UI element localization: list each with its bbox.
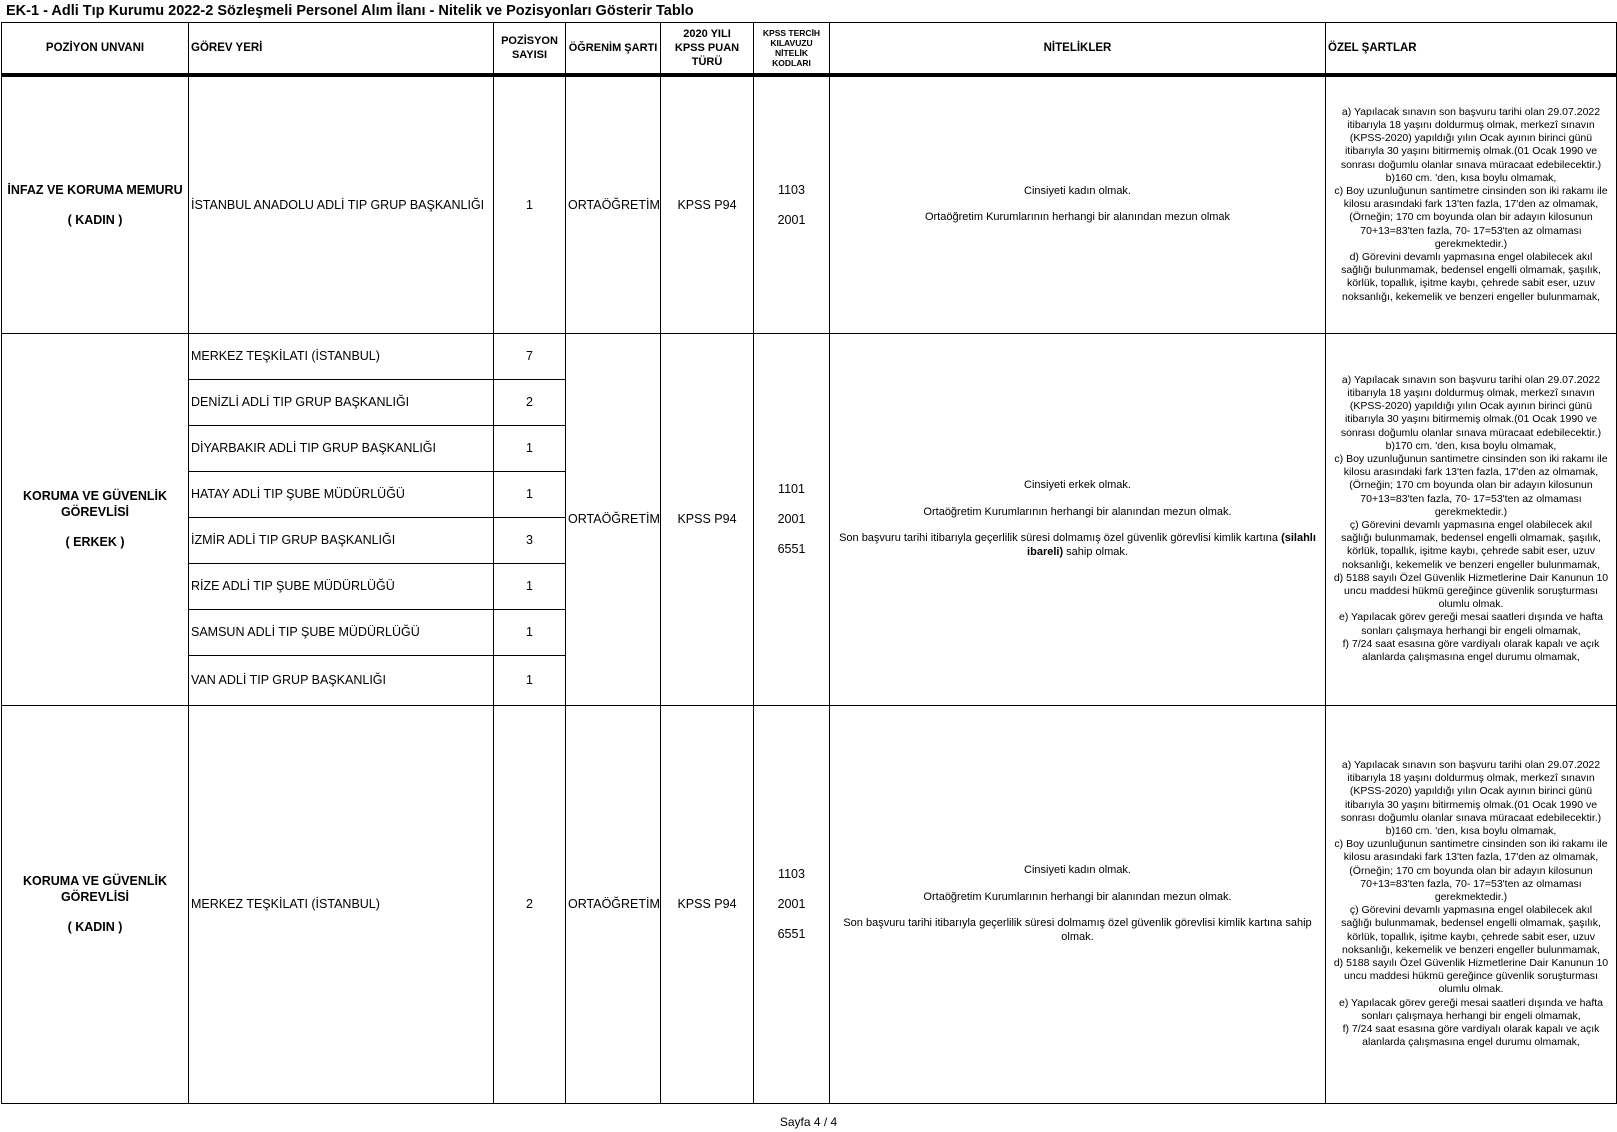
qualifications: Cinsiyeti kadın olmak. Ortaöğretim Kurumlarının herhangi bir alanından mezun olmak. Son başvuru tarihi itibarıyla geçerlilik süresi dolmamış özel güvenlik görevlisi kimlik kartına sahip olmak. [830, 705, 1326, 1104]
location-cell: İSTANBUL ANADOLU ADLİ TIP GRUP BAŞKANLIĞI [189, 75, 494, 333]
position-title: İNFAZ VE KORUMA MEMURU ( KADIN ) [2, 75, 189, 333]
header-pozisyon-sayisi: POZİSYON SAYISI [494, 23, 566, 76]
document-title: EK-1 - Adli Tıp Kurumu 2022-2 Sözleşmeli Personel Alım İlanı - Nitelik ve Pozisyonları Gösterir Tablo [6, 3, 694, 19]
location-cell: VAN ADLİ TIP GRUP BAŞKANLIĞI [189, 655, 494, 705]
location-cell: MERKEZ TEŞKİLATI (İSTANBUL) [189, 333, 494, 379]
position-count: 1 [494, 471, 566, 517]
table-row [2, 333, 1617, 379]
positions-table [1, 22, 1617, 1104]
position-count: 1 [494, 425, 566, 471]
qualification-codes: 1101 2001 6551 [754, 333, 830, 705]
header-kpss-puan-turu: 2020 YILI KPSS PUAN TÜRÜ [661, 23, 754, 76]
education-requirement: ORTAÖĞRETİM [566, 75, 661, 333]
location-cell: DENİZLİ ADLİ TIP GRUP BAŞKANLIĞI [189, 379, 494, 425]
qualifications: Cinsiyeti erkek olmak. Ortaöğretim Kurumlarının herhangi bir alanından mezun olmak. Son başvuru tarihi itibarıyla geçerlilik süresi dolmamış özel güvenlik görevlisi kimlik kartına (silahlı ibareli) sahip olmak. [830, 333, 1326, 705]
location-cell: SAMSUN ADLİ TIP ŞUBE MÜDÜRLÜĞÜ [189, 609, 494, 655]
table-row [2, 75, 1617, 333]
kpss-score-type: KPSS P94 [661, 75, 754, 333]
position-title: KORUMA VE GÜVENLİK GÖREVLİSİ ( KADIN ) [2, 705, 189, 1104]
qualification-codes: 1103 2001 6551 [754, 705, 830, 1104]
header-pozisyon-unvani: POZİYON UNVANI [2, 23, 189, 76]
table-row [2, 705, 1617, 1104]
kpss-score-type: KPSS P94 [661, 705, 754, 1104]
position-title: KORUMA VE GÜVENLİK GÖREVLİSİ ( ERKEK ) [2, 333, 189, 705]
location-cell: HATAY ADLİ TIP ŞUBE MÜDÜRLÜĞÜ [189, 471, 494, 517]
header-ozel-sartlar: ÖZEL ŞARTLAR [1326, 23, 1617, 76]
position-count: 3 [494, 517, 566, 563]
kpss-score-type: KPSS P94 [661, 333, 754, 705]
page-number: Sayfa 4 / 4 [779, 1115, 838, 1129]
location-cell: MERKEZ TEŞKİLATI (İSTANBUL) [189, 705, 494, 1104]
header-kpss-kodlari: KPSS TERCİH KILAVUZU NİTELİK KODLARI [754, 23, 830, 76]
education-requirement: ORTAÖĞRETİM [566, 705, 661, 1104]
education-requirement: ORTAÖĞRETİM [566, 333, 661, 705]
location-cell: DİYARBAKIR ADLİ TIP GRUP BAŞKANLIĞI [189, 425, 494, 471]
location-cell: RİZE ADLİ TIP ŞUBE MÜDÜRLÜĞÜ [189, 563, 494, 609]
header-nitelikler: NİTELİKLER [830, 23, 1326, 76]
position-count: 2 [494, 379, 566, 425]
qualification-codes: 1103 2001 [754, 75, 830, 333]
table-header-row [2, 23, 1617, 76]
header-ogrenim-sarti: ÖĞRENİM ŞARTI [566, 23, 661, 76]
position-count: 1 [494, 563, 566, 609]
special-conditions: a) Yapılacak sınavın son başvuru tarihi olan 29.07.2022 itibarıyla 18 yaşını doldurmuş olmak, merkezî sınavın (KPSS-2020) yapıldığı yılın Ocak ayının birinci günü itibarıyla 30 yaşını bitirmemiş olmak.(01 Ocak 1990 ve sonrası doğumlu olanlar sınava müracaat edebilecektir.) b)160 cm. 'den, kısa boylu olmamak, c) Boy uzunluğunun santimetre cinsinden son iki rakamı ile kilosu arasındaki fark 13'ten fazla, 17'den az olmamak, (Örneğin; 170 cm boyunda olan bir adayın kilosunun 70+13=83'ten fazla, 70- 17=53'ten az olmaması gerekmektedir.) d) Görevini devamlı yapmasına engel olabilecek akıl sağlığı bulunmamak, bedensel engelli olmamak, şaşılık, körlük, topallık, işitme kaybı, çehrede sabit eser, uzuv noksanlığı, kekemelik ve benzeri engeller bulunmamak, [1326, 75, 1617, 333]
position-count: 1 [494, 609, 566, 655]
header-gorev-yeri: GÖREV YERİ [189, 23, 494, 76]
qualifications: Cinsiyeti kadın olmak. Ortaöğretim Kurumlarının herhangi bir alanından mezun olmak [830, 75, 1326, 333]
special-conditions: a) Yapılacak sınavın son başvuru tarihi olan 29.07.2022 itibarıyla 18 yaşını doldurmuş olmak, merkezî sınavın (KPSS-2020) yapıldığı yılın Ocak ayının birinci günü itibarıyla 30 yaşını bitirmemiş olmak.(01 Ocak 1990 ve sonrası doğumlu olanlar sınava müracaat edebilecektir.) b)170 cm. 'den, kısa boylu olmamak, c) Boy uzunluğunun santimetre cinsinden son iki rakamı ile kilosu arasındaki fark 13'ten fazla, 17'den az olmamak, (Örneğin; 170 cm boyunda olan bir adayın kilosunun 70+13=83'ten fazla, 70- 17=53'ten az olmaması gerekmektedir.) ç) Görevini devamlı yapmasına engel olabilecek akıl sağlığı bulunmamak, bedensel engelli olmamak, şaşılık, körlük, topallık, işitme kaybı, çehrede sabit eser, uzuv noksanlığı, kekemelik ve benzeri engeller bulunmamak, d) 5188 sayılı Özel Güvenlik Hizmetlerine Dair Kanunun 10 uncu maddesi hükmü gereğince güvenlik soruşturması olumlu olmak. e) Yapılacak görev gereği mesai saatleri dışında ve hafta sonları çalışmaya herhangi bir engeli olmamak, f) 7/24 saat esasına göre vardiyalı olarak kapalı ve açık alanlarda çalışmasına engel durumu olmamak, [1326, 333, 1617, 705]
position-count: 7 [494, 333, 566, 379]
special-conditions: a) Yapılacak sınavın son başvuru tarihi olan 29.07.2022 itibarıyla 18 yaşını doldurmuş olmak, merkezî sınavın (KPSS-2020) yapıldığı yılın Ocak ayının birinci günü itibarıyla 30 yaşını bitirmemiş olmak.(01 Ocak 1990 ve sonrası doğumlu olanlar sınava müracaat edebilecektir.) b)160 cm. 'den, kısa boylu olmamak, c) Boy uzunluğunun santimetre cinsinden son iki rakamı ile kilosu arasındaki fark 13'ten fazla, 17'den az olmamak, (Örneğin; 170 cm boyunda olan bir adayın kilosunun 70+13=83'ten fazla, 70- 17=53'ten az olmaması gerekmektedir.) ç) Görevini devamlı yapmasına engel olabilecek akıl sağlığı bulunmamak, bedensel engelli olmamak, şaşılık, körlük, topallık, işitme kaybı, çehrede sabit eser, uzuv noksanlığı, kekemelik ve benzeri engeller bulunmamak, d) 5188 sayılı Özel Güvenlik Hizmetlerine Dair Kanunun 10 uncu maddesi hükmü gereğince güvenlik soruşturması olumlu olmak. e) Yapılacak görev gereği mesai saatleri dışında ve hafta sonları çalışmaya herhangi bir engeli olmamak, f) 7/24 saat esasına göre vardiyalı olarak kapalı ve açık alanlarda çalışmasına engel durumu olmamak, [1326, 705, 1617, 1104]
position-count: 2 [494, 705, 566, 1104]
location-cell: İZMİR ADLİ TIP GRUP BAŞKANLIĞI [189, 517, 494, 563]
position-count: 1 [494, 75, 566, 333]
position-count: 1 [494, 655, 566, 705]
